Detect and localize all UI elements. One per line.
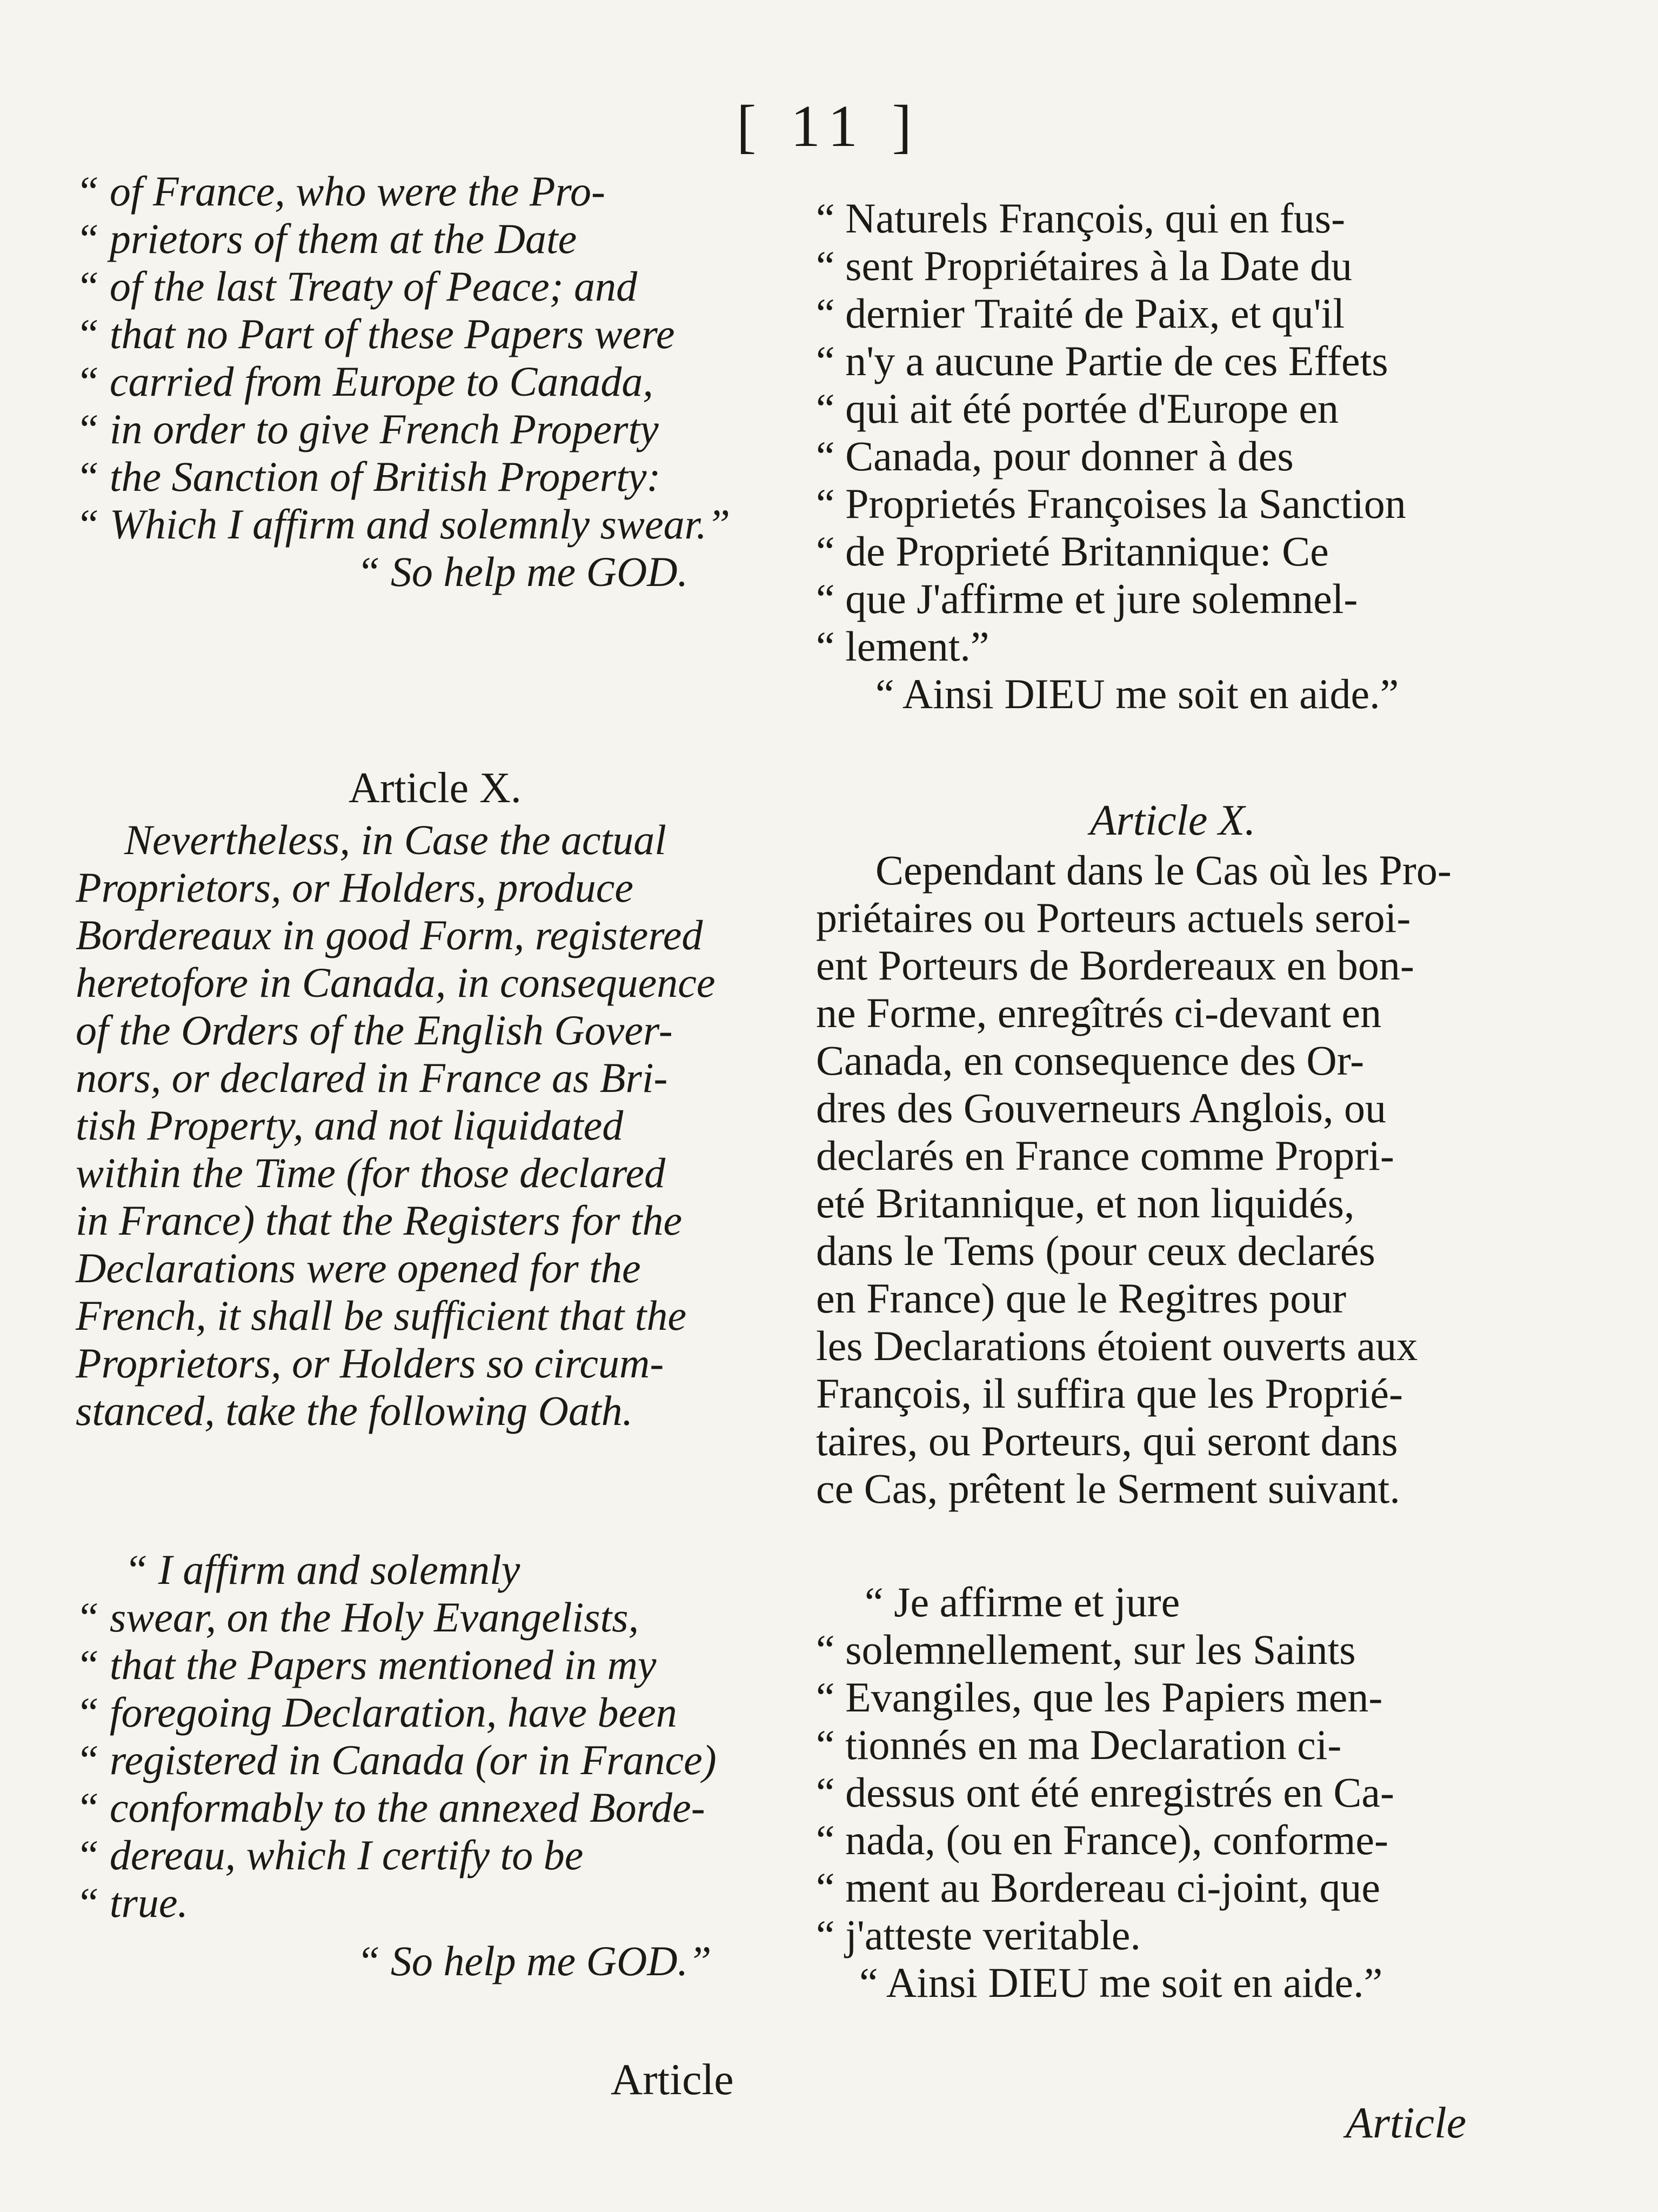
oath-closing: “ Ainsi DIEU me soit en aide.” [859, 1959, 1383, 2006]
text-line: within the Time (for those declared [76, 1149, 666, 1196]
catchword: Article [1346, 2098, 1467, 2147]
text-line: “ swear, on the Holy Evangelists, [76, 1594, 639, 1641]
text-line: “ qui ait été portée d'Europe en [816, 385, 1339, 432]
text-line: Bordereaux in good Form, registered [76, 911, 703, 958]
text-line: “ conformably to the annexed Borde- [76, 1784, 705, 1831]
text-line: of the Orders of the English Gover- [76, 1007, 673, 1054]
text-line: “ in order to give French Property [76, 405, 659, 452]
text-line: in France) that the Registers for the [76, 1197, 683, 1244]
article-x-fr [816, 795, 1529, 1513]
text-line: ent Porteurs de Bordereaux en bon- [816, 942, 1414, 989]
text-line: priétaires ou Porteurs actuels seroi- [816, 894, 1411, 941]
text-line: “ prietors of them at the Date [76, 215, 577, 262]
text-line: ne Forme, enregîtrés ci-devant en [816, 989, 1382, 1036]
text-line: “ solemnellement, sur les Saints [816, 1626, 1356, 1673]
oath-two-en [76, 1546, 794, 1985]
text-line: French, it shall be sufficient that the [76, 1292, 687, 1339]
text-line: “ nada, (ou en France), conforme- [816, 1816, 1388, 1863]
text-line: ce Cas, prêtent le Serment suivant. [816, 1465, 1400, 1512]
text-line: “ que J'affirme et jure solemnel- [816, 575, 1358, 622]
text-line: les Declarations étoient ouverts aux [816, 1322, 1418, 1369]
text-line: “ dessus ont été enregistrés en Ca- [816, 1769, 1394, 1816]
text-line: taires, ou Porteurs, qui seront dans [816, 1417, 1398, 1464]
oath-closing: “ So help me GOD. [357, 548, 688, 595]
article-heading: Article X. [1089, 797, 1256, 844]
text-line: “ ment au Bordereau ci-joint, que [816, 1864, 1380, 1911]
text-line: “ registered in Canada (or in France) [76, 1736, 717, 1783]
text-line: “ tionnés en ma Declaration ci- [816, 1721, 1342, 1768]
text-line: tish Property, and not liquidated [76, 1102, 624, 1149]
oath-two-fr [816, 1578, 1529, 2007]
oath-closing: “ So help me GOD.” [357, 1937, 712, 1984]
text-line: “ Evangiles, que les Papiers men- [816, 1674, 1383, 1721]
text-line: “ dernier Traité de Paix, et qu'il [816, 290, 1345, 337]
text-line: “ Proprietés Françoises la Sanction [816, 480, 1406, 527]
text-line: “ true. [76, 1879, 189, 1926]
text-line: Declarations were opened for the [76, 1244, 641, 1291]
article-x-en [76, 762, 794, 1435]
oath-continuation-fr [816, 195, 1529, 718]
text-line: declarés en France comme Propri- [816, 1132, 1394, 1179]
article-heading: Article X. [349, 764, 522, 812]
text-line: Cependant dans le Cas où les Pro- [875, 847, 1452, 894]
text-line: Canada, en consequence des Or- [816, 1037, 1365, 1084]
text-line: “ sent Propriétaires à la Date du [816, 242, 1352, 289]
text-line: stanced, take the following Oath. [76, 1387, 633, 1434]
text-line: “ carried from Europe to Canada, [76, 358, 653, 405]
text-line: Nevertheless, in Case the actual [124, 816, 666, 863]
text-line: “ Je affirme et jure [865, 1578, 1180, 1625]
text-line: en France) que le Regitres pour [816, 1275, 1347, 1322]
catchword: Article [611, 2055, 734, 2104]
text-line: dans le Tems (pour ceux declarés [816, 1227, 1375, 1274]
text-line: “ Canada, pour donner à des [816, 432, 1294, 479]
page-number: [ 11 ] [736, 93, 922, 159]
text-line: “ I affirm and solemnly [124, 1546, 520, 1593]
text-line: “ that the Papers mentioned in my [76, 1641, 657, 1688]
text-line: “ dereau, which I certify to be [76, 1831, 584, 1878]
text-line: Proprietors, or Holders so circum- [76, 1340, 664, 1387]
text-line: eté Britannique, et non liquidés, [816, 1180, 1355, 1227]
text-line: “ of France, who were the Pro- [76, 168, 605, 215]
text-line: “ j'atteste veritable. [816, 1911, 1141, 1958]
oath-closing: “ Ainsi DIEU me soit en aide.” [875, 670, 1399, 717]
text-line: “ Which I affirm and solemnly swear.” [76, 501, 731, 548]
text-line: dres des Gouverneurs Anglois, ou [816, 1084, 1387, 1131]
text-line: François, il suffira que les Proprié- [816, 1370, 1403, 1417]
text-line: “ Naturels François, qui en fus- [816, 195, 1346, 242]
text-line: Proprietors, or Holders, produce [76, 864, 634, 911]
text-line: “ lement.” [816, 623, 990, 670]
oath-continuation-en [76, 168, 794, 596]
text-line: “ the Sanction of British Property: [76, 453, 661, 500]
text-line: “ that no Part of these Papers were [76, 310, 675, 357]
text-line: “ n'y a aucune Partie de ces Effets [816, 337, 1388, 384]
text-line: heretofore in Canada, in consequence [76, 959, 716, 1006]
text-line: nors, or declared in France as Bri- [76, 1054, 668, 1101]
text-line: “ of the last Treaty of Peace; and [76, 263, 638, 310]
text-line: “ de Proprieté Britannique: Ce [816, 528, 1329, 575]
text-line: “ foregoing Declaration, have been [76, 1689, 677, 1736]
